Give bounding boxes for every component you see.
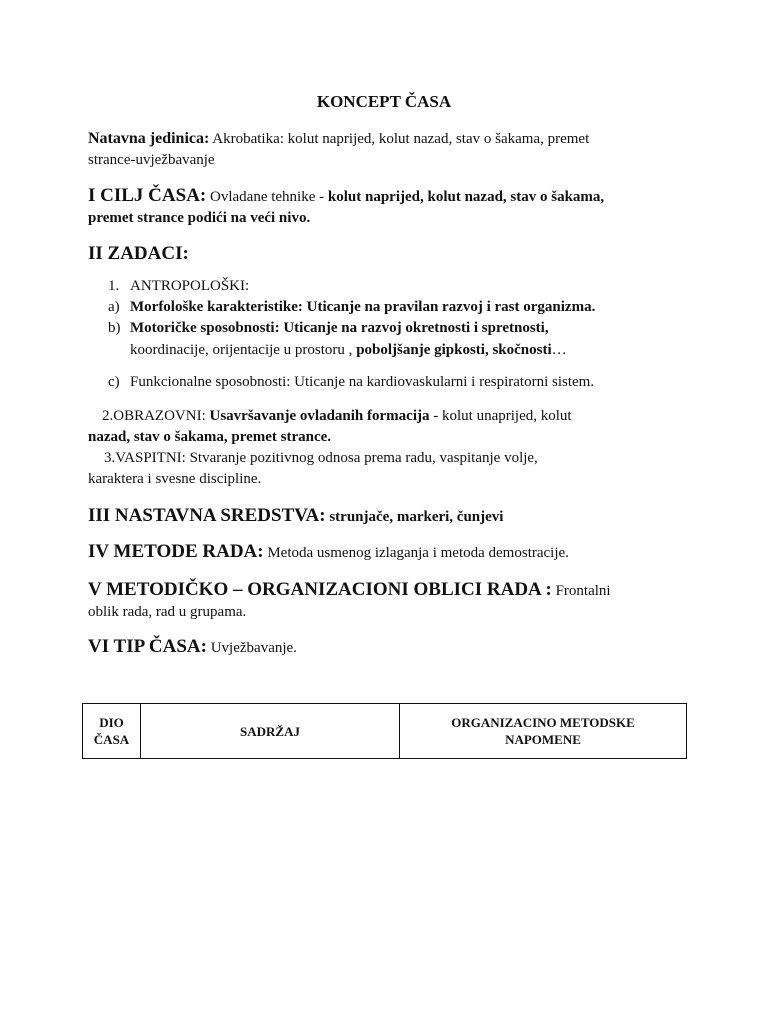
table-header-sadrzaj: SADRŽAJ	[141, 704, 400, 759]
tip-casa: VI TIP ČASA: Uvježbavanje.	[88, 636, 297, 657]
nastavna-sredstva: III NASTAVNA SREDSTVA: strunjače, markeri, čunjevi	[88, 505, 504, 526]
page-title: KONCEPT ČASA	[316, 92, 452, 111]
nastavna-line2: strance-uvježbavanje	[88, 152, 215, 168]
zadaci-heading: II ZADACI:	[88, 243, 189, 264]
nastavna-jedinica	[88, 128, 688, 171]
cilj-label: I CILJ ČASA:	[88, 185, 207, 206]
table-header-dio-casa: DIO ČASA	[83, 704, 141, 759]
list-item: a) Morfološke karakteristike: Uticanje na pravilan razvoj i rast organizma.	[108, 299, 596, 315]
list-item: b) Motoričke sposobnosti: Uticanje na razvoj okretnosti i spretnosti,	[108, 320, 549, 336]
metode-rada: IV METODE RADA: Metoda usmenog izlaganja i metoda demostracije.	[88, 541, 569, 562]
table-header-napomene: ORGANIZACINO METODSKE NAPOMENE	[400, 704, 687, 759]
table-row	[83, 704, 687, 759]
nastavna-label: Natavna jedinica:	[88, 130, 210, 147]
list-item: 1. ANTROPOLOŠKI:	[108, 278, 250, 294]
obrazovni: 2.OBRAZOVNI: Usavršavanje ovladanih formacija - kolut unaprijed, kolut nazad, stav o šakama, premet strance.	[88, 408, 572, 445]
oblici-rada: V METODIČKO – ORGANIZACIONI OBLICI RADA : Frontalni oblik rada, rad u grupama.	[88, 579, 611, 620]
list-item-continuation: koordinacije, orijentacije u prostoru , poboljšanje gipkosti, skočnosti…	[130, 342, 567, 358]
cilj-casa	[88, 185, 688, 229]
cilj-line2: premet strance podići na veći nivo.	[88, 210, 311, 226]
cilj-normal: Ovladane tehnike -	[210, 189, 328, 205]
cilj-bold: kolut naprijed, kolut nazad, stav o šakama,	[327, 189, 605, 205]
vaspitni: 3.VASPITNI: Stvaranje pozitivnog odnosa prema radu, vaspitanje volje, karaktera i svesne discipline.	[88, 450, 538, 487]
list-item: c) Funkcionalne sposobnosti: Uticanje na kardiovaskularni i respiratorni sistem.	[108, 374, 595, 390]
lesson-table	[82, 703, 687, 759]
nastavna-line1: Akrobatika: kolut naprijed, kolut nazad, stav o šakama, premet	[212, 131, 590, 147]
